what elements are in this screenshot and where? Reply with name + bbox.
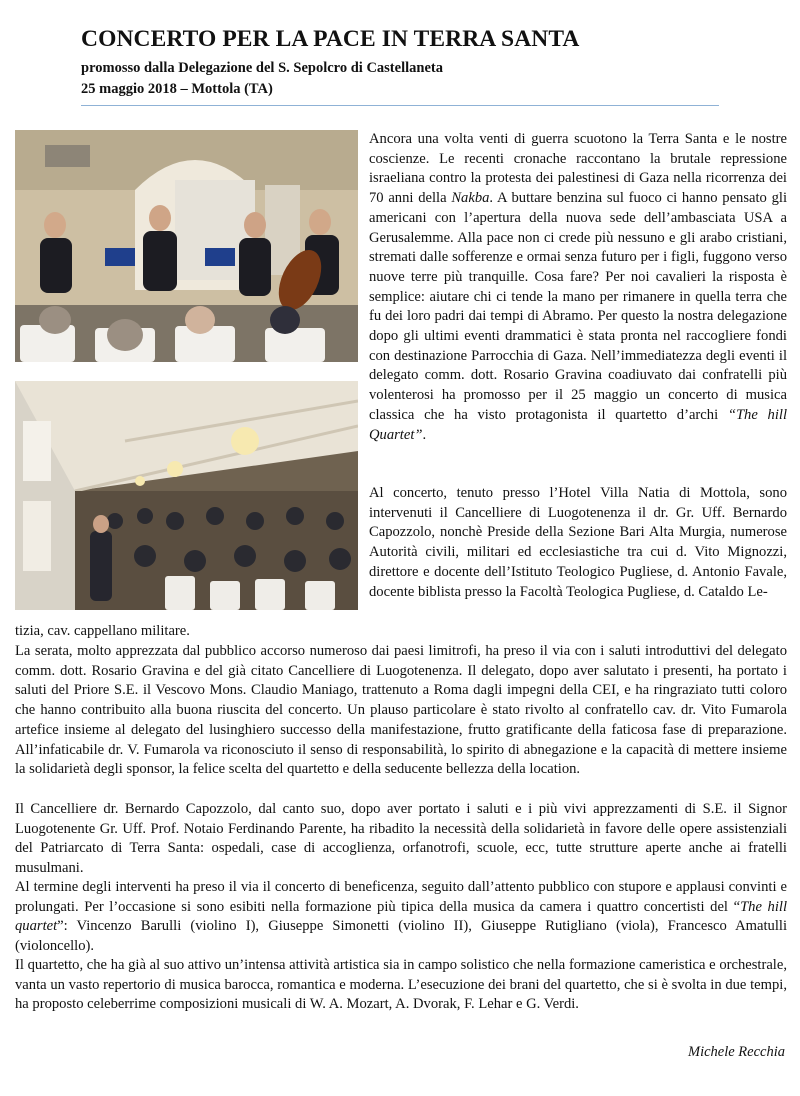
paragraph-intro: Ancora una volta venti di guerra scuotono la Terra Santa e le nostre coscienze. Le recenti cronache raccontano la brutale repressione israeliana contro la protesta dei palestinesi di Gaza nella ricorrenza dei 70 anni della Nakba. A buttare benzina sul fuoco ci hanno pensato gli americani con l’apertura della nuova sede dell’ambasciata USA a Gerusalemme. Alla pace non ci crede più nessuno e gli arabo cristiani, stremati dalle sofferenze e ormai senza futuro per i figli, fuggono verso nuove terre più tranquille. Cosa fare? Per noi cavalieri la risposta è semplice: aiutare chi ci tende la mano per rimanere in quella terra che fu dei loro padri dai tempi di Abramo. Per questo la nostra delegazione dopo gli ultimi eventi drammatici è stata pronta nel raccogliere fondi con destinazione Parrocchia di Gaza. Nell’immediatezza degli eventi il delegato comm. dott. Rosario Gravina coadiuvato dai confratelli più volenterosi ha promosso per il 25 maggio un concerto di musica classica che ha visto protagonista il quartetto d’archi “The hill Quartet”.	[369, 131, 788, 443]
paragraph-evening: La serata, molto apprezzata dal pubblico accorso numeroso dai paesi limitrofi, ha preso il via con i saluti introduttivi del delegato comm. dott. Rosario Gravina e del già citato Cancelliere di Luogotenenza. Il delegato, dopo aver salutato i presenti, ha portato i saluti del Priore S.E. il Vescovo Mons. Claudio Maniago, trattenuto a Roma dagli impegni della CEI, e ha ringraziato tutti coloro che hanno contribuito alla buona riuscita del concerto. Un plauso particolare è stato rivolto al confratello cav. dr. Vito Fumarola artefice insieme al delegato del lusinghiero successo della manifestazione, frutto gratificante della faticosa fase di preparazione. All’infaticabile dr. V. Fumarola va riconosciuto il senso di responsabilità, lo spirito di abnegazione e la capacità di mettere insieme la solidarietà degli sponsor, la felice scelta del quartetto e della seducente bellezza della location.	[15, 643, 787, 778]
article-dateline: 25 maggio 2018 – Mottola (TA)	[81, 81, 273, 97]
paragraph-attendees: Al concerto, tenuto presso l’Hotel Villa Natia di Mottola, sono intervenuti il Cancelliere di Luogotenenza il dr. Gr. Uff. Bernardo Capozzolo, nonchè Preside della Sezione Bari Alta Murgia, numerose Autorità civili, militari ed ecclesiastiche tra cui d. Vito Mignozzi, direttore e docente dell’Istituto Teologico Pugliese, d. Antonio Favale, docente biblista presso la Facoltà Teologica Pugliese, d. Cataldo Le-	[369, 485, 787, 600]
header-divider	[81, 105, 719, 106]
article-title: CONCERTO PER LA PACE IN TERRA SANTA	[81, 26, 580, 52]
paragraph-concert: Al termine degli interventi ha preso il via il concerto di beneficenza, seguito dall’attento pubblico con stupore e applausi convinti e prolungati. Per l’occasione si sono esibiti nella formazione più tipica della musica da camera i quattro concertisti del “The hill quartet”: Vincenzo Barulli (violino I), Giuseppe Simonetti (violino II), Giuseppe Rutigliano (viola), Francesco Amatulli (violoncello).	[15, 879, 788, 955]
audience-hall-photo	[15, 381, 358, 610]
paragraph-repertoire: Il quartetto, che ha già al suo attivo un’intensa attività artistica sia in campo solistico che nella formazione cameristica e orchestrale, vanta un vasto repertorio di musica barocca, romantica e moderna. L’esecuzione dei brani del quartetto, che si è svolta in due tempi, ha proposto celeberrime composizioni musicali di W. A. Mozart, A. Dvorak, F. Lehar e G. Verdi.	[15, 957, 787, 1013]
paragraph-chancellor: Il Cancelliere dr. Bernardo Capozzolo, dal canto suo, dopo aver portato i saluti e i più vivi apprezzamenti di S.E. il Signor Luogotenente Gr. Uff. Prof. Notaio Ferdinando Parente, ha ribadito la necessità della solidarietà in favore delle opere assistenziali del Patriarcato di Terra Santa: ospedali, case di accoglienza, orfanotrofi, scuole, ecc, tutte strutture aperte anche ai fratelli musulmani.	[15, 801, 787, 877]
paragraph-attendees-continued: tizia, cav. cappellano militare.	[15, 623, 190, 639]
author-signature: Michele Recchia	[687, 1044, 785, 1060]
quartet-photo	[15, 130, 358, 362]
article-subtitle: promosso dalla Delegazione del S. Sepolcro di Castellaneta	[81, 60, 443, 76]
